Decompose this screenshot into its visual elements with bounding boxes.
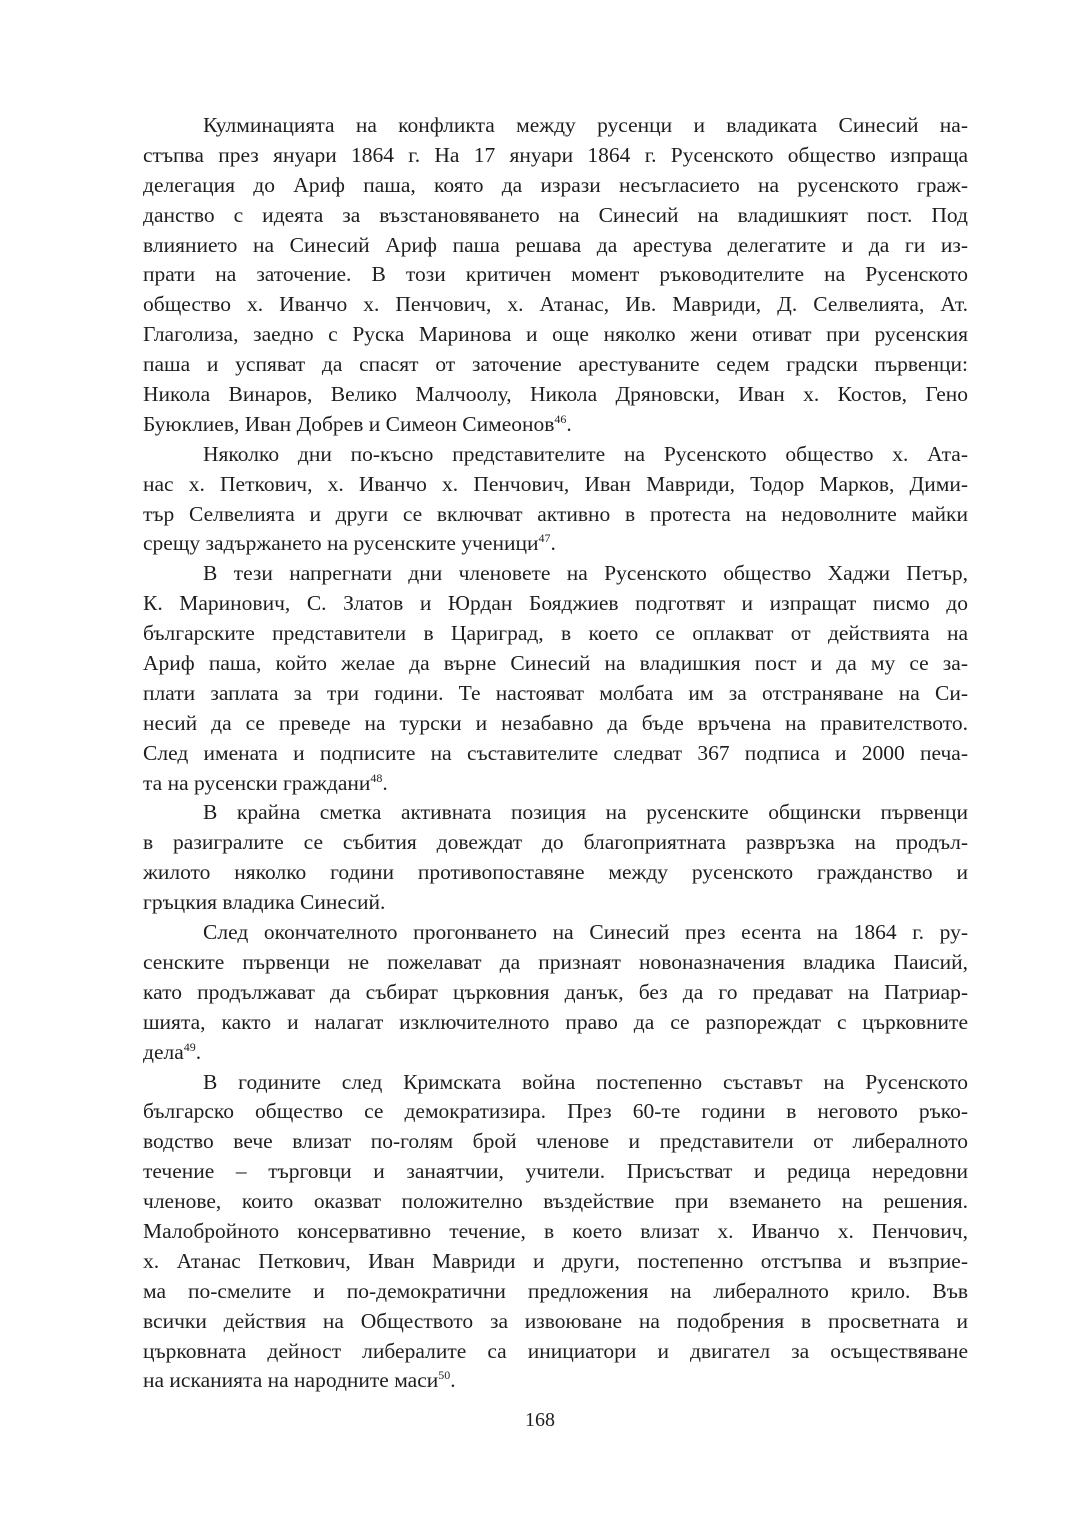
text-line — [143, 141, 968, 171]
line-text: делегация до Ариф паша, която да изрази несъгласието на русенското граж- — [143, 172, 968, 197]
text-line — [143, 410, 968, 440]
line-text: данство с идеята за възстановяването на Синесий на владишкият пост. Под — [143, 202, 968, 227]
line-text: прати на заточение. В този критичен момент ръководителите на Русенското — [143, 262, 968, 287]
line-text: българско общество се демократизира. През 60-те години в неговото ръко- — [143, 1099, 968, 1124]
line-text: в разигралите се събития довеждат до благоприятната развръзка на продъл- — [143, 830, 968, 855]
text-line — [143, 1187, 968, 1217]
footnote-marker[interactable]: 50 — [438, 1368, 451, 1383]
text-line — [143, 1008, 968, 1038]
line-text: Ариф паша, който желае да върне Синесий на владишкия пост и да му се за- — [143, 651, 968, 676]
line-text: влиянието на Синесий Ариф паша решава да арестува делегатите и да ги из- — [143, 232, 968, 257]
text-line — [143, 350, 968, 380]
line-text: паша и успяват да спасят от заточение арестуваните седем градски първенци: — [143, 352, 968, 377]
footnote-marker[interactable]: 49 — [183, 1039, 196, 1054]
sentence-end: . — [550, 531, 556, 556]
line-text: на исканията на народните маси — [143, 1368, 439, 1393]
text-line — [143, 1307, 968, 1337]
text-line — [143, 679, 968, 709]
text-line — [143, 380, 968, 410]
sentence-end: . — [382, 770, 388, 795]
line-text: Малобройното консервативно течение, в което влизат х. Иванчо х. Пенчович, — [143, 1218, 968, 1243]
page-body-text — [143, 111, 968, 1396]
line-text: х. Атанас Петкович, Иван Мавриди и други, постепенно отстъпва и възприе- — [143, 1248, 968, 1273]
text-line — [143, 171, 968, 201]
line-text: Няколко дни по-късно представителите на Русенското общество х. Ата- — [203, 441, 968, 466]
text-line — [143, 529, 968, 559]
text-line — [143, 320, 968, 350]
sentence-end: . — [450, 1368, 456, 1393]
text-line — [143, 619, 968, 649]
line-text: водство вече влизат по-голям брой членове и представители от либералното — [143, 1129, 968, 1154]
line-text: църковната дейност либералите са инициатори и двигател за осъществяване — [143, 1338, 968, 1363]
line-text: гръцкия владика Синесий. — [143, 890, 386, 915]
text-line — [143, 1217, 968, 1247]
paragraph — [143, 559, 968, 798]
text-line — [143, 1068, 968, 1098]
text-line — [143, 231, 968, 261]
line-text: нас х. Петкович, х. Иванчо х. Пенчович, Иван Мавриди, Тодор Марков, Дими- — [143, 471, 968, 496]
line-text: В тези напрегнати дни членовете на Русенското общество Хаджи Петър, — [203, 561, 968, 586]
text-line — [143, 888, 968, 918]
text-line — [143, 858, 968, 888]
text-line — [143, 440, 968, 470]
text-line — [143, 290, 968, 320]
text-line — [143, 1337, 968, 1367]
line-text: сенските първенци не пожелават да признаят новоназначения владика Паисий, — [143, 949, 968, 974]
text-line — [143, 589, 968, 619]
text-line — [143, 500, 968, 530]
text-line — [143, 1097, 968, 1127]
text-line — [143, 739, 968, 769]
line-text: та на русенски граждани — [143, 770, 371, 795]
text-line — [143, 828, 968, 858]
line-text: българските представители в Цариград, в което се оплакват от действията на — [143, 621, 968, 646]
paragraph — [143, 1068, 968, 1397]
line-text: Глаголиза, заедно с Руска Маринова и още няколко жени отиват при русенския — [143, 322, 968, 347]
text-line — [143, 1157, 968, 1187]
line-text: Кулминацията на конфликта между русенци и владиката Синесий на- — [203, 113, 968, 137]
text-line — [143, 918, 968, 948]
page-number: 168 — [525, 1409, 555, 1431]
paragraph — [143, 111, 968, 440]
paragraph — [143, 798, 968, 918]
line-text: В крайна сметка активната позиция на русенските общински първенци — [203, 800, 968, 825]
line-text: шията, както и налагат изключителното право да се разпореждат с църковните — [143, 1009, 968, 1034]
text-line — [143, 948, 968, 978]
line-text: Буюклиев, Иван Добрев и Симеон Симеонов — [143, 411, 555, 436]
line-text: членове, които оказват положително въздействие при вземането на решения. — [143, 1189, 968, 1214]
sentence-end: . — [195, 1039, 202, 1064]
paragraph — [143, 440, 968, 560]
line-text: общество х. Иванчо х. Пенчович, х. Атанас, Ив. Мавриди, Д. Селвелията, Ат. — [143, 292, 968, 317]
paragraph — [143, 918, 968, 1067]
line-text: течение – търговци и занаятчии, учители. Присъстват и редица нередовни — [143, 1159, 968, 1184]
line-text: К. Маринович, С. Златов и Юрдан Бояджиев подготвят и изпращат писмо до — [143, 591, 968, 616]
footnote-marker[interactable]: 46 — [554, 411, 567, 426]
text-line — [143, 1366, 968, 1396]
line-text: всички действия на Обществото за извоюване на подобрения в просветната и — [143, 1308, 968, 1333]
line-text: срещу задържането на русенските ученици — [143, 531, 539, 556]
line-text: несий да се преведе на турски и незабавно да бъде връчена на правителството. — [143, 710, 968, 735]
line-text: ма по-смелите и по-демократични предложения на либералното крило. Във — [143, 1278, 968, 1303]
footnote-marker[interactable]: 48 — [370, 770, 383, 785]
text-line — [143, 559, 968, 589]
text-line — [143, 1127, 968, 1157]
line-text: жилото няколко години противопоставяне между русенското гражданство и — [143, 860, 968, 885]
text-line — [143, 649, 968, 679]
sentence-end: . — [566, 411, 572, 436]
text-line — [143, 470, 968, 500]
line-text: дела — [143, 1039, 184, 1064]
text-line — [143, 978, 968, 1008]
line-text: тър Селвелията и други се включват активно в протеста на недоволните майки — [143, 501, 968, 526]
text-line — [143, 1038, 968, 1068]
line-text: стъпва през януари 1864 г. На 17 януари 1864 г. Русенското общество изпраща — [143, 142, 968, 167]
text-line — [143, 769, 968, 799]
text-line — [143, 1277, 968, 1307]
footnote-marker[interactable]: 47 — [538, 531, 551, 546]
text-line — [143, 111, 968, 141]
text-line — [143, 260, 968, 290]
text-line — [143, 709, 968, 739]
line-text: След окончателното прогонването на Синесий през есента на 1864 г. ру- — [203, 920, 968, 945]
text-line — [143, 1247, 968, 1277]
line-text: плати заплата за три години. Те настояват молбата им за отстраняване на Си- — [143, 680, 968, 705]
text-line — [143, 798, 968, 828]
line-text: като продължават да събират църковния данък, без да го предават на Патриар- — [143, 979, 968, 1004]
line-text: След имената и подписите на съставителите следват 367 подписа и 2000 печа- — [143, 740, 968, 765]
text-line — [143, 201, 968, 231]
line-text: В годините след Кримската война постепенно съставът на Русенското — [203, 1069, 968, 1094]
line-text: Никола Винаров, Велико Малчоолу, Никола Дряновски, Иван х. Костов, Гено — [143, 382, 968, 407]
